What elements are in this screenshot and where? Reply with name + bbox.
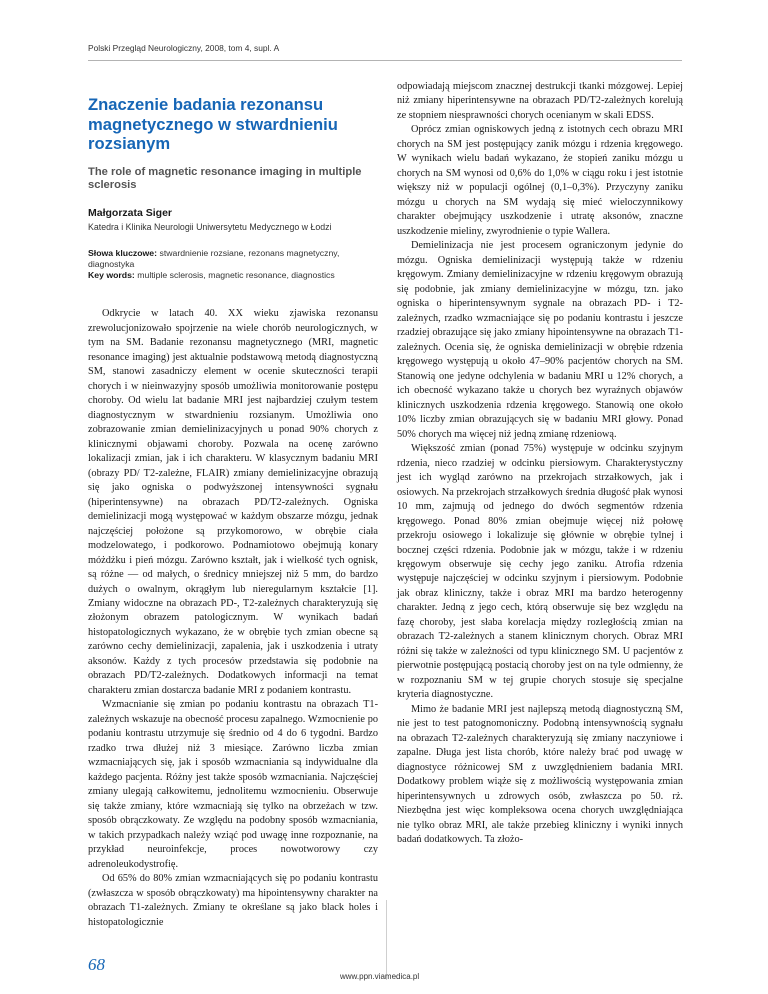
keywords-en-label: Key words: — [88, 270, 135, 281]
journal-url[interactable]: www.ppn.viamedica.pl — [340, 972, 420, 981]
keywords-en-text: multiple sclerosis, magnetic resonance, diagnostics — [137, 270, 335, 281]
header-rule — [88, 60, 682, 61]
author-name: Małgorzata Siger — [88, 206, 173, 219]
paragraph: Odkrycie w latach 40. XX wieku zjawiska rezonansu zrewolucjonizowało spojrzenie na wiele chorób neurologicznych, w tym na SM. Badanie rezonansu magnetycznego (MRI, magnetic resonance imaging) jest aktualnie podstawową metodą diagnostyczną SM, stanowi zasadniczy element w ocenie skuteczności terapii chorych i w nieinwazyjny sposób umożliwia monitorowanie postępu choroby. Od wielu lat badanie MRI jest najbardziej czułym testem diagnostycznym w stwardnieniu rozsianym. Umożliwia ono zobrazowanie zmian demielinizacyjnych u ponad 90% chorych z klinicznymi objawami choroby. Pozwala na ocenę zarówno lokalizacji zmian, jak i ich charakteru. W klasycznym badaniu MRI (obrazy PD/ T2-zależne, FLAIR) zmiany demielinizacyjne obrazują się jako ogniska o podwyższonej intensywności sygnału (hiperintensywne) na obrazach PD/T2-zależnych. Ogniska demielinizacji mogą występować w każdym obszarze mózgu, jednak najczęściej położone są przykomorowo, w obrębie ciała modzelowatego, i podkorowo. Podnamiotowo obejmują konary móżdżku i pień mózgu. Zarówno kształt, jak i wielkość tych ognisk, są różne — od małych, o średnicy mniejszej niż 5 mm, do bardzo dużych o owalnym, okrągłym lub nieregularnym kształcie [1]. Zmiany widoczne na obrazach PD-, T2-zależnych charakteryzują się złożonym obrazem patologicznym. W wynikach badań histopatologicznych wykazano, że w obrębie tych zmian obecne są zarówno cechy demielinizacji, zapalenia, jak i uszkodzenia i utraty aksonów. Każdy z tych procesów przedstawia się podobnie na obrazach PD/T2-zależnych. Dodatkowych informacji na temat charakteru zmian dostarcza badanie MRI z podaniem kontrastu. — [88, 308, 378, 696]
paragraph: Wzmacnianie się zmian po podaniu kontrastu na obrazach T1-zależnych wskazuje na obecność procesu zapalnego. Wzmocnienie po podaniu kontrastu utrzymuje się średnio od 4 do 6 tygodni. Bardzo rzadko trwa dłużej niż 3 miesiące. Zarówno liczba zmian wzmacniających się, jak i sposób wzmacniania są indywidualne dla każdego pacjenta. Różny jest także sposób wzmacniania. Najczęściej zmiany ulegają całkowitemu, jednolitemu wzmocnieniu. Obserwuje się także zmiany, które wzmacniają się tylko na obrzeżach w tzw. sposób obrączkowaty. Ze względu na podobny sposób wzmacniania, w takich przypadkach należy wziąć pod uwagę inne rozpoznanie, na przykład neuroinfekcje, proces nowotworowy czy adrenoleukodystrofię. — [88, 699, 378, 870]
right-column — [397, 80, 683, 848]
article-title: Znaczenie badania rezonansu magnetycznego w stwardnieniu rozsianym — [88, 95, 338, 153]
paragraph: Większość zmian (ponad 75%) występuje w odcinku szyjnym rdzenia, nieco rzadziej w odcinku piersiowym. Charakterystyczny jest ich wygląd zarówno na przekrojach strzałkowych, jak i osiowych. Na przekrojach strzałkowych średnia długość płak wynosi 10 mm, zajmują od jednego do dwóch segmentów rdzenia kręgowego. Ponad 80% zmian obejmuje więcej niż połowę przekroju osiowego i lokalizuje się głównie w obrębie tylnej i bocznej części rdzenia. Podobnie jak w mózgu, także i w rdzeniu kręgowym obserwuje się cechy jego zaniku. Atrofia rdzenia występuje najczęściej w odcinku szyjnym i piersiowym. Podobnie jak obraz kliniczny, także i obraz MRI ma bardzo heterogenny charakter. Jedną z jego cech, którą obserwuje się bez względu na fazę choroby, jest słaba korelacja między rozległością zmian na obrazach T2-zależnych a stanem klinicznym chorych. Obraz MRI różni się także w zależności od typu klinicznego SM. U pacjentów z pierwotnie postępującą postacią choroby jest on na tyle odmienny, że w rozpoznaniu SM w tej grupie chorych stosuje się specjalne kryteria diagnostyczne. — [397, 443, 683, 701]
keywords-en — [88, 270, 378, 281]
left-column — [88, 95, 378, 930]
author-affiliation: Katedra i Klinika Neurologii Uniwersytetu Medycznego w Łodzi — [88, 221, 332, 232]
keywords-block — [88, 248, 378, 282]
paragraph: Mimo że badanie MRI jest najlepszą metodą diagnostyczną SM, nie jest to test patognomoniczny. Podobną intensywnością sygnału na obrazach T2-zależnych charakteryzują się zmiany naczyniowe i zapalne. Długa jest lista chorób, które należy brać pod uwagę w diagnostyce różnicowej SM z uwzględnieniem badania MRI. Dodatkowy problem wiąże się z możliwością występowania zmian hiperintensywnych u zdrowych osób, zwłaszcza po 50. rż. Niezbędna jest więc kompleksowa ocena chorych uwzględniająca nie tylko obraz MRI, ale także przebieg kliniczny i wyniki innych badań dodatkowych. Ta złożo- — [397, 703, 683, 846]
page-number: 68 — [88, 955, 105, 974]
paragraph: Od 65% do 80% zmian wzmacniających się po podaniu kontrastu (zwłaszcza w sposób obrączkowaty) ma hipointensywny charakter na obrazach T1-zależnych. Zmiany te określane są jako black holes i histopatologicznie — [88, 873, 378, 928]
keywords-pl — [88, 248, 378, 270]
running-head: Polski Przegląd Neurologiczny, 2008, tom 4, supl. A — [88, 43, 280, 53]
paragraph: Demielinizacja nie jest procesem ograniczonym jedynie do mózgu. Ogniska demielinizacji występują także w rdzeniu kręgowym. Zmiany demielinizacyjne w rdzeniu kręgowym obrazują się podobnie, jak zmiany demielinizacyjne w mózgu, tzn. jako ogniska o hiperintensywnym sygnale na obrazach PD- i T2-zależnych, rzadko wzmacniające się po podaniu kontrastu i jeszcze rzadziej obrazujące się jako zmiany hipointensywne na obrazach T1-zależnych. Ocenia się, że ogniska demielinizacji w obrębie rdzenia kręgowego występują u około 47–90% pacjentów chorych na SM. Stanowią one jedyne odchylenia w badaniu MRI u 12% chorych, a ich obecność wykazano także u chorych bez wyraźnych objawów klinicznych uszkodzenia rdzenia kręgowego. Stanowią one około 10% liczby zmian obrazujących się w badaniu MRI głowy. Ponad 50% chorych ma więcej niż jedną zmianę rdzeniową. — [397, 240, 683, 440]
paragraph: odpowiadają miejscom znacznej destrukcji tkanki mózgowej. Lepiej niż zmiany hiperintensywne na obrazach PD/T2-zależnych korelują ze stopniem niesprawności chorych ocenianym w skali EDSS. — [397, 81, 683, 121]
keywords-pl-label: Słowa kluczowe: — [88, 247, 158, 258]
article-subtitle: The role of magnetic resonance imaging in multiple sclerosis — [88, 165, 362, 192]
left-body-text — [88, 307, 378, 930]
keywords-pl-text: stwardnienie rozsiane, rezonans magnetyczny, diagnostyka — [88, 247, 340, 269]
paragraph: Oprócz zmian ogniskowych jedną z istotnych cech obrazu MRI chorych na SM jest postępujący zanik mózgu i rdzenia kręgowego. W wynikach wielu badań wykazano, że stopień zaniku mózgu u chorych na SM wynosi od 0,6% do 1,0% w ciągu roku i jest istotnie większy niż w populacji ogólnej (0,1–0,3%). Przyczyny zaniku mózgu u chorych na SM wydają się mieć wieloczynnikowy charakter obejmujący uszkodzenie i utratę aksonów, znaczne uszkodzenie mieliny, zwyrodnienie o typie Wallera. — [397, 124, 683, 237]
footer-divider — [386, 900, 387, 980]
